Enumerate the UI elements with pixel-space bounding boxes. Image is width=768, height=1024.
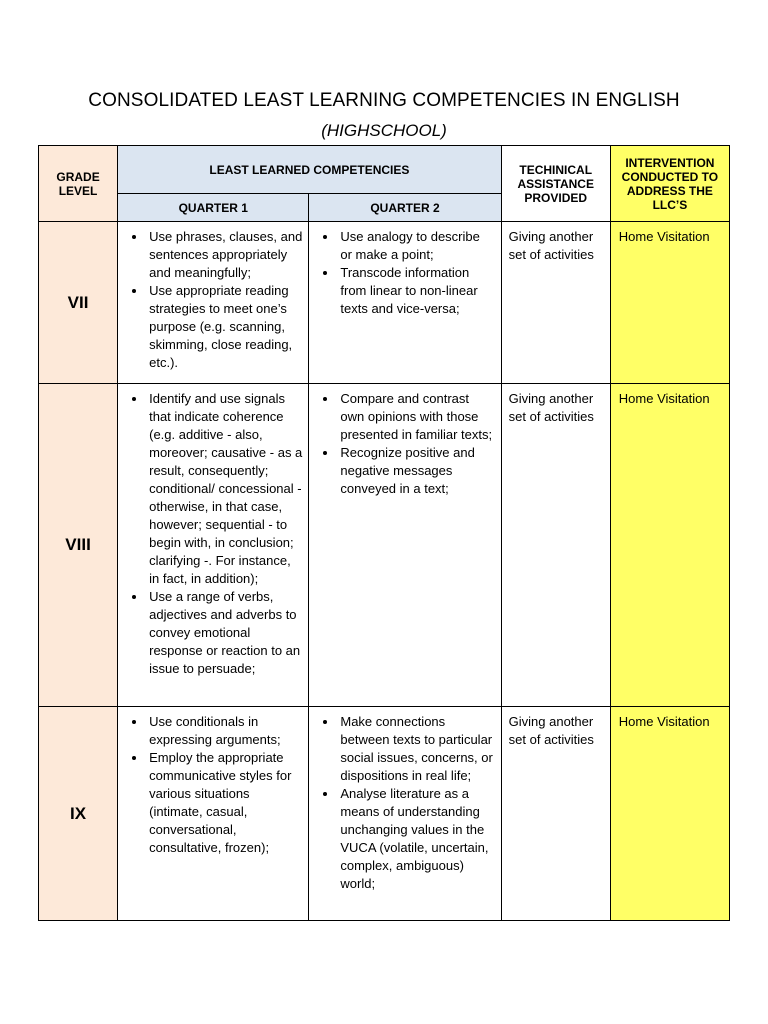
technical-assistance-cell [501,707,610,921]
list-item: • Identify and use signals that indicate coherence (e.g. additive - also, moreover; causative - as a result, consequently; conditional/ concessional - otherwise, in that case, however; sequential - to begin with, in conclusion; clarifying -. For instance, in fact, in addition); [147,390,302,588]
list-item: • Make connections between texts to particular social issues, concerns, or dispositions in real life; [338,713,494,785]
intervention-cell [610,707,729,921]
technical-assistance-text: Giving another set of activities [508,714,594,747]
list-item: • Analyse literature as a means of understanding unchanging values in the VUCA (volatile, uncertain, complex, ambiguous) world; [338,785,494,893]
technical-assistance-cell [501,222,610,384]
list-item: • Compare and contrast own opinions with those presented in familiar texts; [338,390,494,444]
intervention-text: Home Visitation [618,391,710,406]
quarter1-cell [118,707,309,921]
quarter2-cell [309,222,501,384]
quarter1-cell [118,384,309,707]
header-least-learned: LEAST LEARNED COMPETENCIES [118,146,502,194]
grade-cell: VIII [39,384,118,707]
document-subtitle: (HIGHSCHOOL) [321,121,447,140]
technical-assistance-cell [501,384,610,707]
list-item: • Use analogy to describe or make a point; [338,228,494,264]
quarter1-cell [118,222,309,384]
intervention-cell [610,222,729,384]
header-quarter1: QUARTER 1 [118,194,309,222]
list-item: • Use phrases, clauses, and sentences appropriately and meaningfully; [147,228,302,282]
quarter2-cell [309,707,501,921]
header-grade-level: GRADE LEVEL [39,146,118,222]
header-technical-assistance: TECHINICAL ASSISTANCE PROVIDED [501,146,610,222]
table-row [39,384,730,707]
grade-cell: IX [39,707,118,921]
technical-assistance-text: Giving another set of activities [508,391,594,424]
quarter2-cell [309,384,501,707]
list-item: • Recognize positive and negative messages conveyed in a text; [338,444,494,498]
header-intervention: INTERVENTION CONDUCTED TO ADDRESS THE LLC’S [610,146,729,222]
technical-assistance-text: Giving another set of activities [508,229,594,262]
table-row [39,222,730,384]
competencies-table [38,145,730,921]
list-item: • Use conditionals in expressing arguments; [147,713,302,749]
list-item: • Use a range of verbs, adjectives and adverbs to convey emotional response or reaction to an issue to persuade; [147,588,302,678]
document-title: CONSOLIDATED LEAST LEARNING COMPETENCIES IN ENGLISH [88,90,680,111]
list-item: • Transcode information from linear to non-linear texts and vice-versa; [338,264,494,318]
table-row [39,707,730,921]
intervention-text: Home Visitation [618,714,710,729]
list-item: • Employ the appropriate communicative styles for various situations (intimate, casual, conversational, consultative, frozen); [147,749,302,857]
intervention-text: Home Visitation [618,229,710,244]
grade-cell: VII [39,222,118,384]
intervention-cell [610,384,729,707]
header-quarter2: QUARTER 2 [309,194,501,222]
list-item: • Use appropriate reading strategies to meet one’s purpose (e.g. scanning, skimming, close reading, etc.). [147,282,302,372]
